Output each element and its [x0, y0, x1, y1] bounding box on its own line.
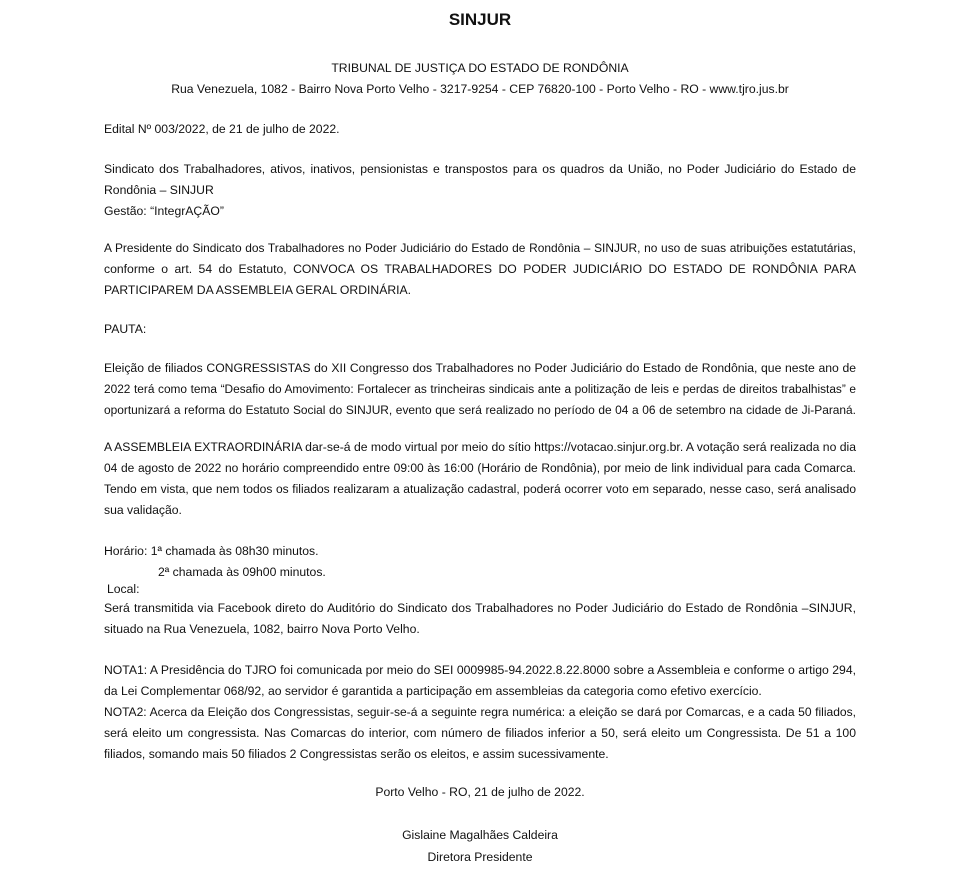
text-line: 04 de agosto de 2022 no horário compreendido entre 09:00 às 16:00 (Horário de Rondônia), por meio de link individual para cada Comarca. [104, 461, 856, 475]
text-line: Tendo em vista, que nem todos os filiados realizaram a atualização cadastral, poderá ocorrer voto em separado, nesse caso, será analisado [104, 482, 856, 496]
horario-first-call: Horário: 1ª chamada às 08h30 minutos. [104, 544, 319, 558]
text-line: oportunizará a reforma do Estatuto Social do SINJUR, evento que será realizado no período de 04 a 06 de setembro na cidade de Ji-Paraná. [104, 403, 856, 417]
gestao-line: Gestão: “IntegrAÇÃO” [104, 204, 224, 218]
nota2-line: NOTA2: Acerca da Eleição dos Congressistas, seguir-se-á a seguinte regra numérica: a eleição se dará por Comarcas, e a cada 50 filiados, [104, 705, 856, 719]
text-line: Será transmitida via Facebook direto do Auditório do Sindicato dos Trabalhadores no Poder Judiciário do Estado de Rondônia –SINJUR, [104, 601, 856, 615]
text-line: A ASSEMBLEIA EXTRAORDINÁRIA dar-se-á de modo virtual por meio do sítio https://votacao.sinjur.org.br. A votação será realizada no dia [104, 440, 856, 454]
pauta-label: PAUTA: [104, 322, 147, 336]
text-line: Eleição de filiados CONGRESSISTAS do XII Congresso dos Trabalhadores no Poder Judiciário do Estado de Rondônia, que neste ano de [104, 361, 856, 375]
text-line: Sindicato dos Trabalhadores, ativos, inativos, pensionistas e transpostos para os quadros da União, no Poder Judiciário do Estado de [104, 162, 856, 176]
text-line: situado na Rua Venezuela, 1082, bairro Nova Porto Velho. [104, 622, 420, 636]
pauta-paragraph [104, 358, 856, 421]
text-line: 2022 terá como tema “Desafio do Amovimento: Fortalecer as trincheiras sindicais ante a politização de leis e perdas de direitos trabalhistas” e [104, 382, 856, 396]
nota1-line: da Lei Complementar 068/92, ao servidor é garantida a participação em assembleias da categoria como efetivo exercício. [104, 684, 762, 698]
notas-paragraph [104, 660, 856, 765]
institution-name: TRIBUNAL DE JUSTIÇA DO ESTADO DE RONDÔNIA [331, 61, 629, 75]
nota1-line: NOTA1: A Presidência do TJRO foi comunicada por meio do SEI 0009985-94.2022.8.22.8000 sobre a Assembleia e conforme o artigo 294, [104, 663, 856, 677]
assembleia-paragraph [104, 437, 856, 521]
signer-role: Diretora Presidente [427, 850, 533, 864]
text-line: PARTICIPAREM DA ASSEMBLEIA GERAL ORDINÁRIA. [104, 283, 412, 297]
sindicato-paragraph [104, 159, 856, 222]
edital-number: Edital Nº 003/2022, de 21 de julho de 2022. [104, 122, 340, 136]
signer-name: Gislaine Magalhães Caldeira [402, 828, 558, 842]
text-line: sua validação. [104, 503, 182, 517]
text-line: conforme o art. 54 do Estatuto, CONVOCA OS TRABALHADORES DO PODER JUDICIÁRIO DO ESTADO DE RONDÔNIA PARA [104, 262, 856, 276]
local-paragraph [104, 598, 856, 640]
institution-address: Rua Venezuela, 1082 - Bairro Nova Porto Velho - 3217-9254 - CEP 76820-100 - Porto Velho - RO - www.tjro.jus.br [171, 82, 789, 96]
place-date: Porto Velho - RO, 21 de julho de 2022. [375, 785, 585, 799]
document-title: SINJUR [448, 10, 512, 29]
nota2-line: filiados, somando mais 50 filiados 2 Congressistas serão os eleitos, e assim sucessivamente. [104, 747, 609, 761]
horario-second-call: 2ª chamada às 09h00 minutos. [158, 565, 326, 579]
nota2-line: será eleito um congressista. Nas Comarcas do interior, com número de filiados inferior a 50, será eleito um Congressista. De 51 a 100 [104, 726, 856, 740]
text-line: Rondônia – SINJUR [104, 183, 214, 197]
convocacao-paragraph [104, 238, 856, 301]
local-label: Local: [107, 582, 140, 596]
text-line: A Presidente do Sindicato dos Trabalhadores no Poder Judiciário do Estado de Rondônia – SINJUR, no uso de suas atribuições estatutárias, [104, 241, 856, 255]
